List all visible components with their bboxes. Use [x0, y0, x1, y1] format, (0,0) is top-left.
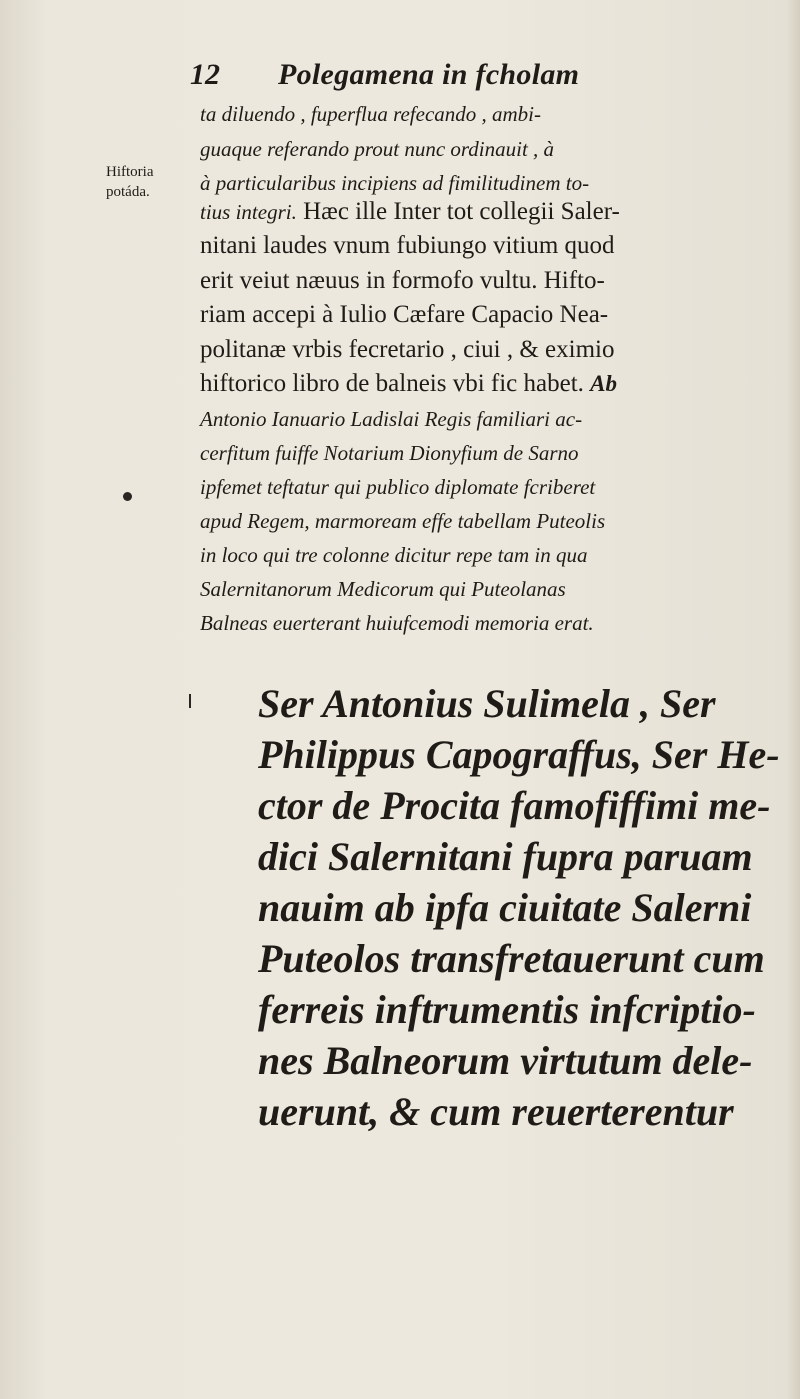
body-line: guaque referando prout nunc ordinauit , à — [200, 137, 555, 161]
inscription-line: Puteolos transfretauerunt cum — [258, 936, 765, 981]
page-number: 12 — [190, 58, 220, 91]
inscription-line: ferreis inftrumentis infcriptio- — [258, 987, 756, 1032]
body-line: Antonio Ianuario Ladislai Regis familiari ac- — [200, 407, 583, 431]
margin-note — [106, 162, 153, 202]
inscription-line: Ser Antonius Sulimela , Ser — [258, 681, 716, 726]
body-line: ipfemet teftatur qui publico diplomate fcriberet — [200, 475, 596, 499]
body-line: hiftorico libro de balneis vbi fic habet. Ab — [200, 370, 618, 397]
inscription-line: Philippus Capograffus, Ser He- — [258, 732, 780, 777]
body-line: politanæ vrbis fecretario , ciui , & eximio — [200, 336, 615, 363]
body-line: apud Regem, marmoream effe tabellam Puteolis — [200, 509, 606, 533]
body-line: in loco qui tre colonne dicitur repe tam in qua — [200, 543, 588, 567]
body-line: à particularibus incipiens ad fimilitudinem to- — [200, 171, 590, 195]
inscription-line: dici Salernitani fupra paruam — [258, 834, 753, 879]
body-line: ta diluendo , fuperflua refecando , ambi- — [200, 102, 542, 126]
body-line: Balneas euerterant huiufcemodi memoria erat. — [200, 611, 594, 635]
running-title: Polegamena in fcholam — [278, 58, 580, 91]
ink-mark — [189, 694, 191, 708]
body-line: Salernitanorum Medicorum qui Puteolanas — [200, 577, 566, 601]
page-header — [190, 58, 750, 98]
inscription-line: uerunt, & cum reuerterentur — [258, 1089, 734, 1134]
margin-note-line: Hiftoria — [106, 164, 154, 180]
body-line: riam accepi à Iulio Cæfare Capacio Nea- — [200, 301, 609, 328]
body-line: cerfitum fuiffe Notarium Dionyfium de Sarno — [200, 441, 579, 465]
inscription-line: nauim ab ipfa ciuitate Salerni — [258, 885, 752, 930]
body-line: nitani laudes vnum fubiungo vitium quod — [200, 232, 615, 259]
inscription-line: ctor de Procita famofiffimi me- — [258, 783, 771, 828]
inscription-line: nes Balneorum virtutum dele- — [258, 1038, 753, 1083]
body-line: erit veiut næuus in formofo vultu. Hifto- — [200, 267, 605, 294]
body-line: tius integri. Hæc ille Inter tot collegii Saler- — [200, 198, 620, 225]
margin-note-line: potáda. — [106, 184, 150, 200]
page-edge-shadow — [786, 0, 800, 1399]
ink-dot — [123, 492, 132, 501]
